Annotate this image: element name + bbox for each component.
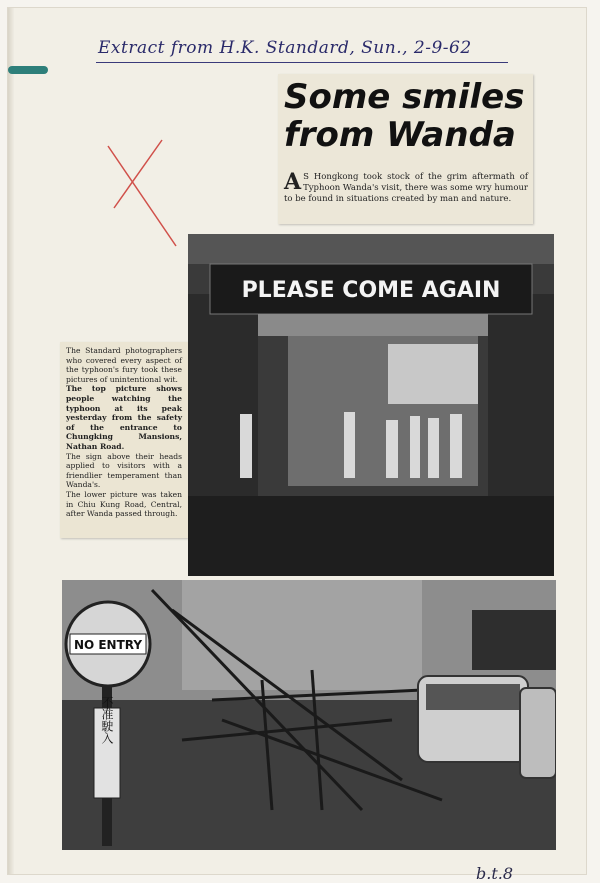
caption-paragraph-3: The sign above their heads applied to visitors with a friendlier temperament than Wanda's. bbox=[66, 451, 182, 490]
headline bbox=[284, 78, 534, 154]
caption-paragraph-1: The Standard photographers who covered every aspect of the typhoon's fury took these pictures of unintentional wit. bbox=[66, 346, 182, 384]
handwritten-underline bbox=[96, 62, 508, 63]
caption-clipping bbox=[60, 342, 188, 538]
caption-text bbox=[66, 346, 182, 519]
person-3 bbox=[386, 420, 398, 478]
photo-top-ceiling bbox=[188, 234, 554, 264]
binding-pin bbox=[8, 66, 48, 74]
person-5 bbox=[428, 418, 439, 478]
handwritten-note: Extract from H.K. Standard, Sun., 2-9-62 bbox=[98, 38, 472, 58]
headline-line-1: Some smiles bbox=[284, 77, 525, 117]
person-4 bbox=[410, 416, 420, 478]
page-binding-edge bbox=[8, 8, 14, 874]
photo-bottom-shop-awning bbox=[472, 610, 556, 670]
headline-line-2: from Wanda bbox=[284, 115, 516, 155]
no-entry-sign-text: NO ENTRY bbox=[73, 638, 143, 652]
photo-bottom-illustration bbox=[62, 580, 556, 850]
chinese-sign-text: 不准駛入 bbox=[100, 696, 114, 744]
photo-top-illustration bbox=[188, 234, 554, 576]
page-number: b.t.8 bbox=[476, 864, 514, 883]
photo-top-floor bbox=[188, 496, 554, 576]
photo-top-street-light bbox=[388, 344, 478, 404]
cross-stroke-2 bbox=[114, 140, 162, 208]
person-6 bbox=[450, 414, 462, 478]
person-1 bbox=[240, 414, 252, 478]
caption-paragraph-4: The lower picture was taken in Chiu Kung Road, Central, after Wanda passed through. bbox=[66, 489, 182, 519]
lede-paragraph bbox=[284, 169, 528, 205]
photo-chungking-mansions-entrance bbox=[188, 234, 554, 576]
lede-text: S Hongkong took stock of the grim aftermath of Typhoon Wanda's visit, there was some wry humour to be found in situations created by man and nature. bbox=[284, 172, 528, 204]
caption-paragraph-2: The top picture shows people watching the typhoon at its peak yesterday from the safety of the entrance to Chungking Mansions, Nathan Road. bbox=[66, 384, 182, 451]
person-2 bbox=[344, 412, 355, 478]
photo-top-awning bbox=[258, 314, 488, 336]
cross-stroke-1 bbox=[108, 146, 176, 246]
lede-dropcap: A bbox=[284, 169, 302, 195]
photo-chiu-kung-road bbox=[62, 580, 556, 850]
red-cross-mark bbox=[104, 138, 184, 248]
parked-van-2 bbox=[520, 688, 556, 778]
parked-van-window bbox=[426, 684, 520, 710]
photo-bottom-building bbox=[182, 580, 422, 690]
headline-clipping bbox=[278, 74, 533, 224]
scrapbook-page bbox=[8, 8, 586, 883]
photo-top-sign-text: PLEASE COME AGAIN bbox=[241, 278, 501, 303]
